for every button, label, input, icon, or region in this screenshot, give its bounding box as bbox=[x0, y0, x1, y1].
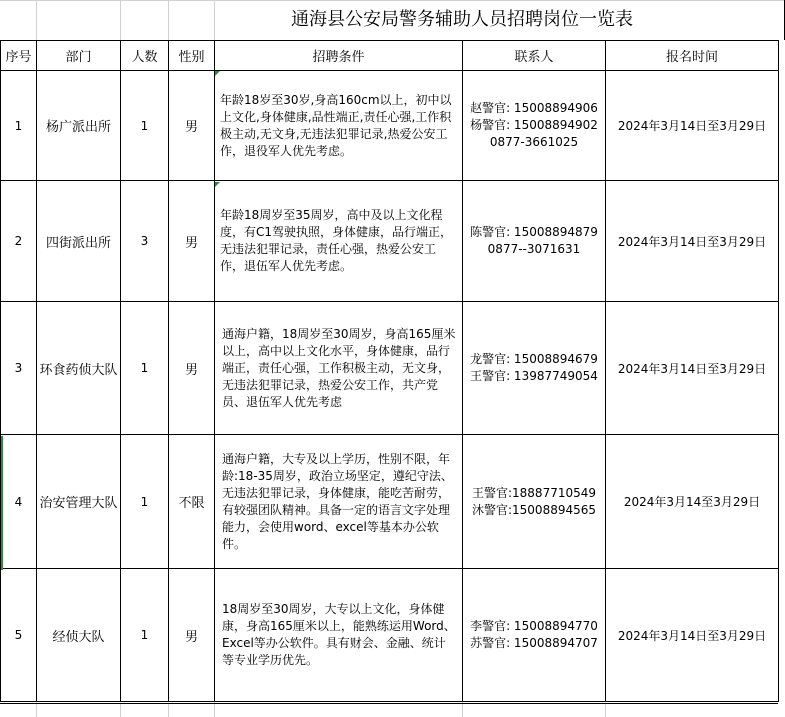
contact-line: 王警官: 13987749054 bbox=[470, 369, 598, 383]
table-row bbox=[1, 302, 779, 435]
row-selection-indicator bbox=[1, 436, 3, 570]
cell-time[interactable]: 2024年3月14日至3月29日 bbox=[606, 569, 779, 702]
cell-contact[interactable] bbox=[463, 71, 606, 181]
table-row bbox=[1, 71, 779, 181]
table-row bbox=[1, 569, 779, 702]
table-row bbox=[1, 435, 779, 569]
cell-seq[interactable]: 4 bbox=[1, 435, 37, 569]
cell-count[interactable]: 1 bbox=[121, 569, 169, 702]
cell-count[interactable]: 3 bbox=[121, 181, 169, 302]
cell-count[interactable]: 1 bbox=[121, 71, 169, 181]
cell-count[interactable]: 1 bbox=[121, 435, 169, 569]
header-row bbox=[1, 41, 779, 71]
contact-line: 杨警官: 15008894902 bbox=[470, 118, 598, 132]
header-conditions[interactable]: 招聘条件 bbox=[215, 41, 463, 71]
comment-marker-icon[interactable] bbox=[215, 182, 220, 187]
cell-conditions[interactable]: 通海户籍，大专及以上学历，性别不限，年龄:18-35周岁，政治立场坚定，遵纪守法、无违法犯罪记录，身体健康，能吃苦耐劳，有较强团队精神。具备一定的语言文字处理能力，会使用word、excel等基本办公软件。 bbox=[215, 435, 463, 569]
empty-row bbox=[0, 703, 778, 717]
cell-count[interactable]: 1 bbox=[121, 302, 169, 435]
header-contact[interactable]: 联系人 bbox=[463, 41, 606, 71]
cell-conditions[interactable]: 年龄18岁至30岁,身高160cm以上，初中以上文化,身体健康,品性端正,责任心强,工作积极主动,无文身,无违法犯罪记录,热爱公安工作，退役军人优先考虑。 bbox=[215, 71, 463, 181]
contact-line: 李警官: 15008894770 bbox=[470, 619, 598, 633]
cell-time[interactable]: 2024年3月14至3月29日 bbox=[606, 435, 779, 569]
cell-conditions[interactable]: 18周岁至30周岁，大专以上文化，身体健康，身高165厘米以上，能熟练运用Word、Excel等办公软件。具有财会、金融、统计等专业学历优先。 bbox=[215, 569, 463, 702]
cell-seq[interactable]: 3 bbox=[1, 302, 37, 435]
cell-seq[interactable]: 1 bbox=[1, 71, 37, 181]
table-row bbox=[1, 181, 779, 302]
contact-line: 沐警官:15008894565 bbox=[471, 502, 597, 517]
contact-line: 苏警官: 15008894707 bbox=[470, 636, 598, 650]
cell-dept[interactable]: 杨广派出所 bbox=[37, 71, 121, 181]
cell-dept[interactable]: 经侦大队 bbox=[37, 569, 121, 702]
header-count[interactable]: 人数 bbox=[121, 41, 169, 71]
cell-contact[interactable] bbox=[463, 181, 606, 302]
cell-contact[interactable] bbox=[463, 435, 606, 569]
cell-dept[interactable]: 四街派出所 bbox=[37, 181, 121, 302]
recruitment-table bbox=[0, 40, 779, 702]
cell-gender[interactable]: 男 bbox=[169, 71, 215, 181]
cell-gender[interactable]: 男 bbox=[169, 569, 215, 702]
cell-dept[interactable]: 环食药侦大队 bbox=[37, 302, 121, 435]
cell-seq[interactable]: 5 bbox=[1, 569, 37, 702]
cell-time[interactable]: 2024年3月14日至3月29日 bbox=[606, 71, 779, 181]
cell-gender[interactable]: 男 bbox=[169, 302, 215, 435]
contact-line: 0877--3071631 bbox=[487, 242, 581, 256]
cell-time[interactable]: 2024年3月14日至3月29日 bbox=[606, 302, 779, 435]
contact-line: 龙警官: 15008894679 bbox=[470, 352, 598, 366]
comment-marker-icon[interactable] bbox=[215, 71, 220, 76]
cell-conditions[interactable]: 通海户籍，18周岁至30周岁，身高165厘米以上，高中以上文化水平，身体健康，品行端正，责任心强，工作积极主动，无文身，无违法犯罪记录，热爱公安工作，共产党员、退伍军人优先考虑 bbox=[215, 302, 463, 435]
cell-seq[interactable]: 2 bbox=[1, 181, 37, 302]
header-dept[interactable]: 部门 bbox=[37, 41, 121, 71]
contact-line: 赵警官: 15008894906 bbox=[470, 101, 598, 115]
contact-line: 王警官:18887710549 bbox=[471, 485, 597, 500]
header-time[interactable]: 报名时间 bbox=[606, 41, 779, 71]
page-title: 通海县公安局警务辅助人员招聘岗位一览表 bbox=[0, 0, 785, 40]
contact-line: 陈警官: 15008894879 bbox=[470, 225, 598, 239]
cell-conditions[interactable]: 年龄18周岁至35周岁，高中及以上文化程度，有C1驾驶执照，身体健康，品行端正，无违法犯罪记录，责任心强，热爱公安工作，退伍军人优先考虑。 bbox=[215, 181, 463, 302]
cell-contact[interactable] bbox=[463, 569, 606, 702]
header-gender[interactable]: 性别 bbox=[169, 41, 215, 71]
cell-time[interactable]: 2024年3月14日至3月29日 bbox=[606, 181, 779, 302]
cell-gender[interactable]: 男 bbox=[169, 181, 215, 302]
header-seq[interactable]: 序号 bbox=[1, 41, 37, 71]
cell-contact[interactable] bbox=[463, 302, 606, 435]
contact-line: 0877-3661025 bbox=[489, 135, 579, 149]
cell-gender[interactable]: 不限 bbox=[169, 435, 215, 569]
cell-dept[interactable]: 治安管理大队 bbox=[37, 435, 121, 569]
